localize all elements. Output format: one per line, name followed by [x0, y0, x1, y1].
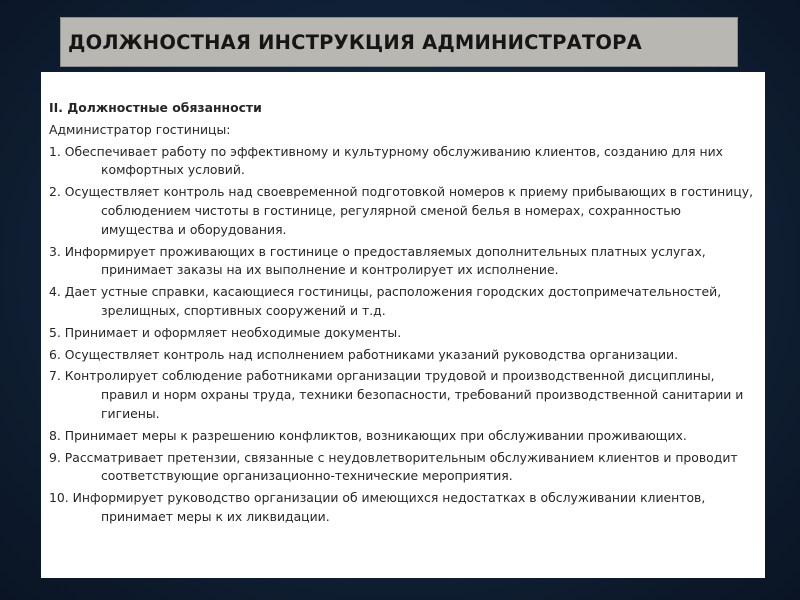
duty-item-5: 5. Принимает и оформляет необходимые документы.	[49, 324, 402, 340]
slide-title: ДОЛЖНОСТНАЯ ИНСТРУКЦИЯ АДМИНИСТРАТОРА	[68, 30, 642, 54]
duty-item-4: 4. Дает устные справки, касающиеся гостиницы, расположения городских достопримечательностей, зрелищных, спортивных сооружений и т.д.	[49, 284, 722, 318]
duty-item-6: 6. Осуществляет контроль над исполнением работниками указаний руководства организации.	[49, 346, 679, 362]
duty-item-7: 7. Контролирует соблюдение работниками организации трудовой и производственной дисциплины, правил и норм охраны труда, техники безопасности, требований производственной санитарии и гигиены.	[49, 368, 744, 421]
content-panel	[41, 72, 765, 578]
duty-item-2: 2. Осуществляет контроль над своевременной подготовкой номеров к приему прибывающих в гостиницу, соблюдением чистоты в гостинице, регулярной сменой белья в номерах, сохранностью имущества и оборудования.	[49, 184, 754, 237]
slide-title-box	[60, 17, 738, 67]
duty-item-3: 3. Информирует проживающих в гостинице о предоставляемых дополнительных платных услугах, принимает заказы на их выполнение и контролирует их исполнение.	[49, 243, 706, 278]
section-intro: Администратор гостиницы:	[49, 121, 231, 137]
duty-item-1: 1. Обеспечивает работу по эффективному и культурному обслуживанию клиентов, созданию для них комфортных условий.	[49, 143, 723, 178]
duty-item-10: 10. Информирует руководство организации об имеющихся недостатках в обслуживании клиентов, принимает меры к их ликвидации.	[49, 490, 706, 524]
duty-item-8: 8. Принимает меры к разрешению конфликтов, возникающих при обслуживании проживающих.	[49, 427, 687, 443]
duty-list	[49, 143, 757, 527]
section-heading: II. Должностные обязанности	[49, 100, 262, 115]
duty-item-9: 9. Рассматривает претензии, связанные с неудовлетворительным обслуживанием клиентов и проводит соответствующие организационно-технические мероприятия.	[49, 449, 738, 484]
